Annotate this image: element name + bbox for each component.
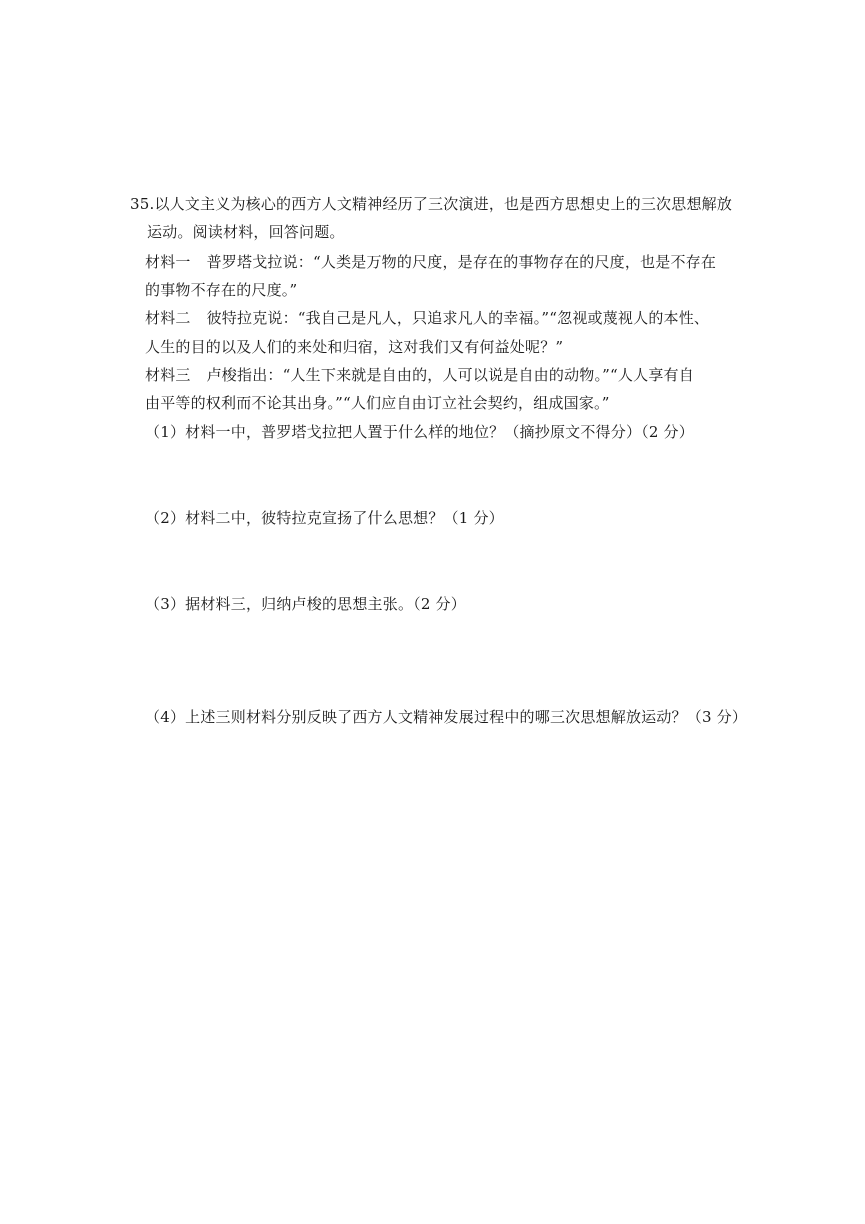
question-stem: 35.以人文主义为核心的西方人文精神经历了三次演进，也是西方思想史上的三次思想解放 — [130, 195, 733, 213]
material-two-line-1 — [145, 308, 709, 328]
material-two-label: 材料二 — [145, 309, 191, 327]
material-three-text: 卢梭指出：“人生下来就是自由的，人可以说是自由的动物。”“人人享有自 — [206, 366, 694, 384]
material-two-line-2: 人生的目的以及人们的来处和归宿，这对我们又有何益处呢？” — [145, 338, 564, 356]
material-one-label: 材料一 — [145, 253, 191, 271]
material-three-label: 材料三 — [145, 366, 191, 384]
sub-question-1: （1）材料一中，普罗塔戈拉把人置于什么样的地位？（摘抄原文不得分）（2 分） — [145, 423, 694, 441]
material-two-text: 彼特拉克说：“我自己是凡人，只追求凡人的幸福。”“忽视或蔑视人的本性、 — [206, 309, 710, 327]
question-stem-continued: 运动。阅读材料，回答问题。 — [147, 223, 345, 241]
material-one-text: 普罗塔戈拉说：“人类是万物的尺度，是存在的事物存在的尺度，也是不存在 — [206, 253, 717, 271]
material-three-line-1 — [145, 365, 694, 385]
sub-question-2: （2）材料二中，彼特拉克宣扬了什么思想？（1 分） — [145, 509, 504, 527]
sub-question-3: （3）据材料三，归纳卢梭的思想主张。（2 分） — [145, 595, 466, 613]
sub-question-4: （4）上述三则材料分别反映了西方人文精神发展过程中的哪三次思想解放运动？（3 分） — [145, 708, 748, 726]
material-one-line-2: 的事物不存在的尺度。” — [145, 281, 298, 299]
material-one-line-1 — [145, 252, 716, 272]
material-three-line-2: 由平等的权利而不论其出身。”“人们应自由订立社会契约，组成国家。” — [145, 394, 610, 412]
